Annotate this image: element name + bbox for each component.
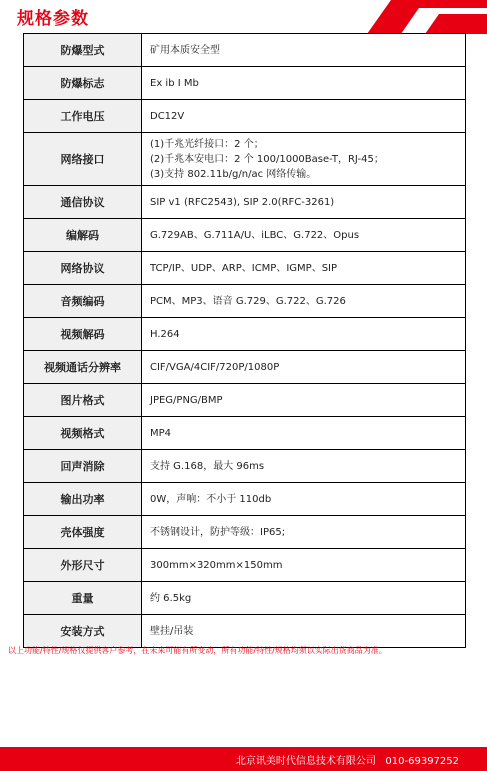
decorative-red-stripes [327, 0, 487, 34]
spec-value: 不锈钢设计，防护等级：IP65; [142, 516, 466, 549]
spec-value: 300mm×320mm×150mm [142, 549, 466, 582]
spec-key: 壳体强度 [24, 516, 142, 549]
table-row [24, 417, 466, 450]
table-row [24, 615, 466, 648]
spec-value: Ex ib I Mb [142, 67, 466, 100]
spec-key: 网络协议 [24, 252, 142, 285]
spec-value: H.264 [142, 318, 466, 351]
spec-value: 矿用本质安全型 [142, 34, 466, 67]
spec-value: SIP v1 (RFC2543), SIP 2.0(RFC-3261) [142, 186, 466, 219]
spec-value [142, 133, 466, 186]
spec-key: 输出功率 [24, 483, 142, 516]
table-row [24, 483, 466, 516]
table-row [24, 252, 466, 285]
table-row [24, 67, 466, 100]
table-row [24, 351, 466, 384]
table-row [24, 34, 466, 67]
spec-value: PCM、MP3、语音 G.729、G.722、G.726 [142, 285, 466, 318]
spec-key: 视频格式 [24, 417, 142, 450]
footer-phone: 010-69397252 [385, 756, 459, 767]
footer-contact [236, 752, 459, 767]
spec-key: 工作电压 [24, 100, 142, 133]
footer-bar [0, 747, 487, 771]
spec-value-line: (3)支持 802.11b/g/n/ac 网络传输。 [150, 168, 317, 180]
spec-key: 视频通话分辨率 [24, 351, 142, 384]
spec-key: 图片格式 [24, 384, 142, 417]
disclaimer-note: 以上功能/特性/规格仅提供客户参考，在未来可能有所变动，所有功能/特性/规格均须以实际出货商品为准。 [8, 646, 387, 655]
spec-value: TCP/IP、UDP、ARP、ICMP、IGMP、SIP [142, 252, 466, 285]
table-row [24, 318, 466, 351]
table-row [24, 384, 466, 417]
table-row [24, 100, 466, 133]
spec-value: 约 6.5kg [142, 582, 466, 615]
spec-value: G.729AB、G.711A/U、iLBC、G.722、Opus [142, 219, 466, 252]
footer-company: 北京讯美时代信息技术有限公司 [235, 756, 376, 767]
spec-key: 安装方式 [24, 615, 142, 648]
spec-value-line: (2)千兆本安电口：2 个 100/1000Base-T，RJ-45； [150, 153, 384, 165]
spec-key: 网络接口 [24, 133, 142, 186]
spec-key: 视频解码 [24, 318, 142, 351]
table-row [24, 549, 466, 582]
table-row [24, 285, 466, 318]
spec-table [23, 33, 466, 648]
spec-key: 防爆型式 [24, 34, 142, 67]
table-row [24, 516, 466, 549]
page-title: 规格参数 [17, 9, 89, 29]
table-row [24, 133, 466, 186]
spec-value: 0W，声响：不小于 110db [142, 483, 466, 516]
spec-value: DC12V [142, 100, 466, 133]
spec-key: 音频编码 [24, 285, 142, 318]
spec-key: 防爆标志 [24, 67, 142, 100]
spec-key: 重量 [24, 582, 142, 615]
spec-key: 编解码 [24, 219, 142, 252]
table-row [24, 186, 466, 219]
table-row [24, 450, 466, 483]
spec-value-line: (1)千兆光纤接口：2 个； [150, 138, 264, 150]
spec-key: 通信协议 [24, 186, 142, 219]
spec-value: JPEG/PNG/BMP [142, 384, 466, 417]
table-row [24, 582, 466, 615]
spec-key: 回声消除 [24, 450, 142, 483]
spec-value: 支持 G.168，最大 96ms [142, 450, 466, 483]
spec-value: 壁挂/吊装 [142, 615, 466, 648]
spec-value: MP4 [142, 417, 466, 450]
spec-key: 外形尺寸 [24, 549, 142, 582]
table-row [24, 219, 466, 252]
spec-value: CIF/VGA/4CIF/720P/1080P [142, 351, 466, 384]
